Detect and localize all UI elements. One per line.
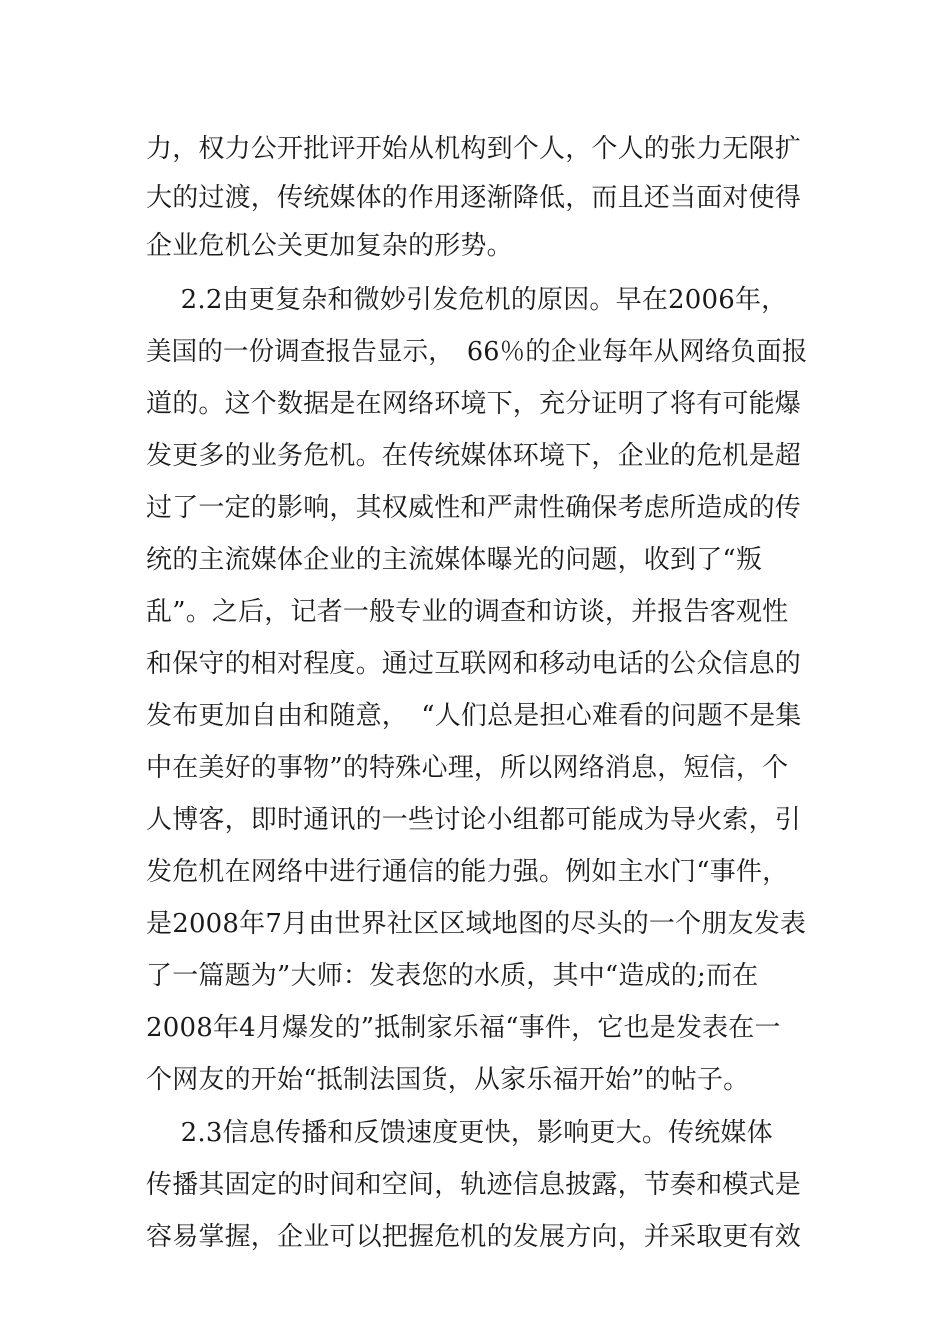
text-line-17: 了一篇题为”大师：发表您的水质，其中“造成的;而在 [146, 961, 759, 991]
text-line-14: 人博客，即时通讯的一些讨论小组都可能成为导火索，引 [146, 805, 802, 835]
text-line-10: 乱”。之后，记者一般专业的调查和访谈，并报告客观性 [146, 597, 789, 627]
text-line-15: 发危机在网络中进行通信的能力强。例如主水门“事件， [146, 857, 789, 887]
text-line-3: 企业危机公关更加复杂的形势。 [146, 231, 513, 261]
text-line-6: 道的。这个数据是在网络环境下，充分证明了将有可能爆 [146, 389, 802, 419]
text-line-12: 发布更加自由和随意， “人们总是担心难看的问题不是集 [146, 701, 802, 731]
text-line-1: 力，权力公开批评开始从机构到个人，个人的张力无限扩 [146, 134, 802, 164]
text-line-22: 容易掌握，企业可以把握危机的发展方向，并采取更有效 [146, 1222, 802, 1252]
text-line-18: 2008年4月爆发的”抵制家乐福“事件，它也是发表在一 [146, 1013, 781, 1043]
text-line-8: 过了一定的影响，其权威性和严肃性确保考虑所造成的传 [146, 493, 802, 523]
text-line-19: 个网友的开始“抵制法国货，从家乐福开始”的帖子。 [146, 1065, 750, 1095]
text-line-20: 2.3信息传播和反馈速度更快，影响更大。传统媒体 [146, 1118, 773, 1148]
text-line-11: 和保守的相对程度。通过互联网和移动电话的公众信息的 [146, 649, 802, 679]
text-line-13: 中在美好的事物”的特殊心理，所以网络消息，短信，个 [146, 753, 789, 783]
text-line-7: 发更多的业务危机。在传统媒体环境下，企业的危机是超 [146, 441, 802, 471]
text-line-16: 是2008年7月由世界社区区域地图的尽头的一个朋友发表 [146, 909, 807, 939]
text-line-9: 统的主流媒体企业的主流媒体曝光的问题，收到了“叛 [146, 545, 763, 575]
text-line-4: 2.2由更复杂和微妙引发危机的原因。早在2006年， [146, 285, 788, 315]
text-line-5: 美国的一份调查报告显示， 66％的企业每年从网络负面报 [146, 337, 808, 367]
text-line-21: 传播其固定的时间和空间，轨迹信息披露，节奏和模式是 [146, 1170, 802, 1200]
text-line-2: 大的过渡，传统媒体的作用逐渐降低，而且还当面对使得 [146, 183, 802, 213]
